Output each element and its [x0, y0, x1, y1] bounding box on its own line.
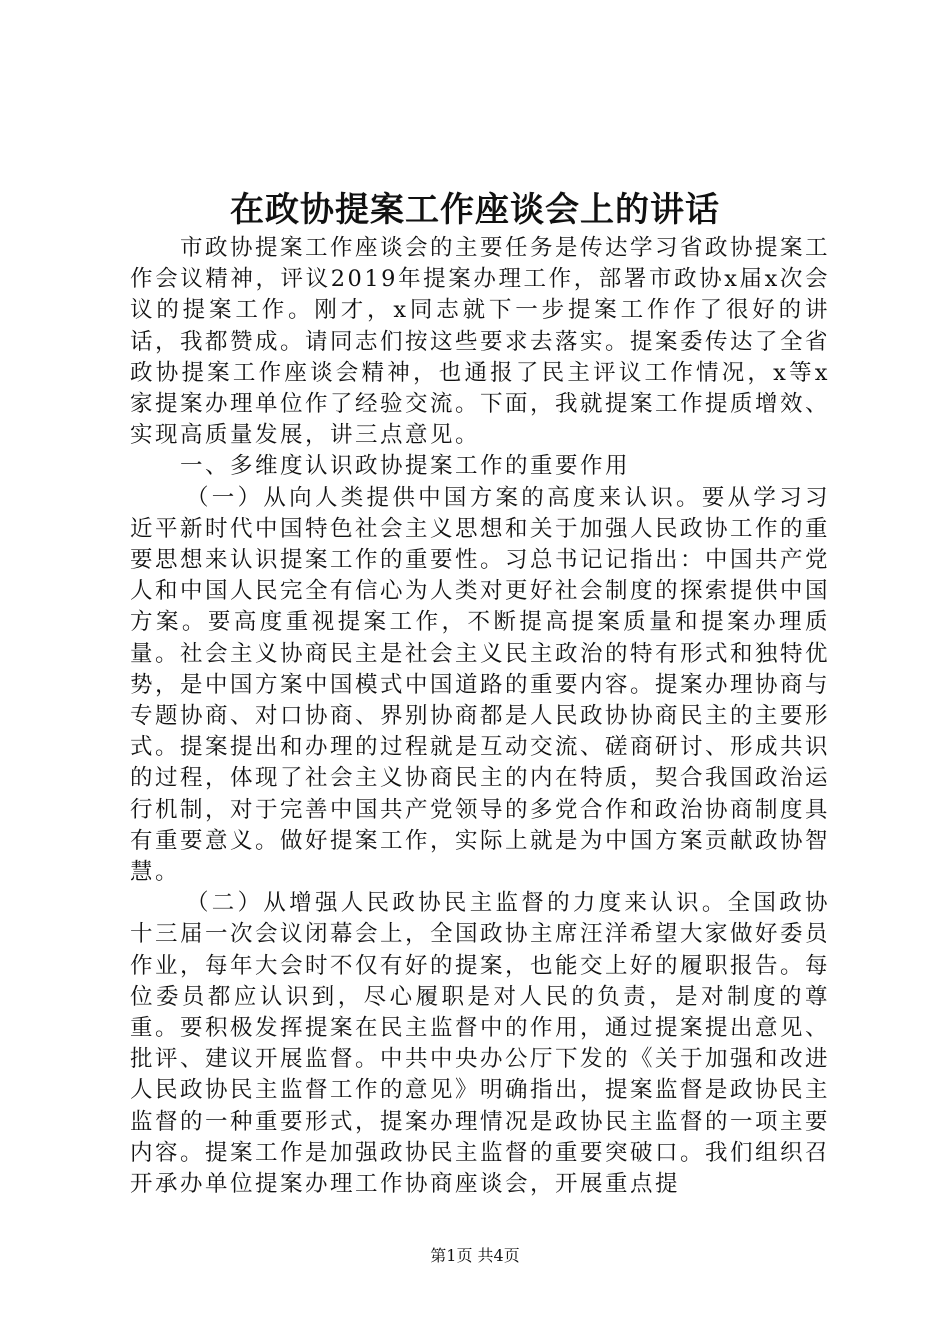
section-heading-1: 一、多维度认识政协提案工作的重要作用 [180, 453, 631, 480]
page-number-footer: 第1页 共4页 [430, 1246, 520, 1265]
document-body [130, 233, 830, 1200]
paragraph-intro: 市政协提案工作座谈会的主要任务是传达学习省政协提案工作会议精神，评议2019年提案办理工作，部署市政协x届x次会议的提案工作。刚才，x同志就下一步提案工作作了很好的讲话，我都赞成。请同志们按这些要求去落实。提案委传达了全省政协提案工作座谈会精神，也通报了民主评议工作情况，x等x家提案办理单位作了经验交流。下面，我就提案工作提质增效、实现高质量发展，讲三点意见。 [130, 235, 831, 449]
paragraph-subsection-2: （二）从增强人民政协民主监督的力度来认识。全国政协十三届一次会议闭幕会上，全国政协主席汪洋希望大家做好委员作业，每年大会时不仅有好的提案，也能交上好的履职报告。每位委员都应认识到，尽心履职是对人民的负责，是对制度的尊重。要积极发挥提案在民主监督中的作用，通过提案提出意见、批评、建议开展监督。中共中央办公厅下发的《关于加强和改进人民政协民主监督工作的意见》明确指出，提案监督是政协民主监督的一种重要形式，提案办理情况是政协民主监督的一项主要内容。提案工作是加强政协民主监督的重要突破口。我们组织召开承办单位提案办理工作协商座谈会，开展重点提 [130, 890, 831, 1198]
document-title: 在政协提案工作座谈会上的讲话 [230, 190, 720, 230]
paragraph-subsection-1: （一）从向人类提供中国方案的高度来认识。要从学习习近平新时代中国特色社会主义思想和关于加强人民政协工作的重要思想来认识提案工作的重要性。习总书记记指出：中国共产党人和中国人民完全有信心为人类对更好社会制度的探索提供中国方案。要高度重视提案工作，不断提高提案质量和提案办理质量。社会主义协商民主是社会主义民主政治的特有形式和独特优势，是中国方案中国模式中国道路的重要内容。提案办理协商与专题协商、对口协商、界别协商都是人民政协协商民主的主要形式。提案提出和办理的过程就是互动交流、磋商研讨、形成共识的过程，体现了社会主义协商民主的内在特质，契合我国政治运行机制，对于完善中国共产党领导的多党合作和政治协商制度具有重要意义。做好提案工作，实际上就是为中国方案贡献政协智慧。 [130, 484, 831, 886]
